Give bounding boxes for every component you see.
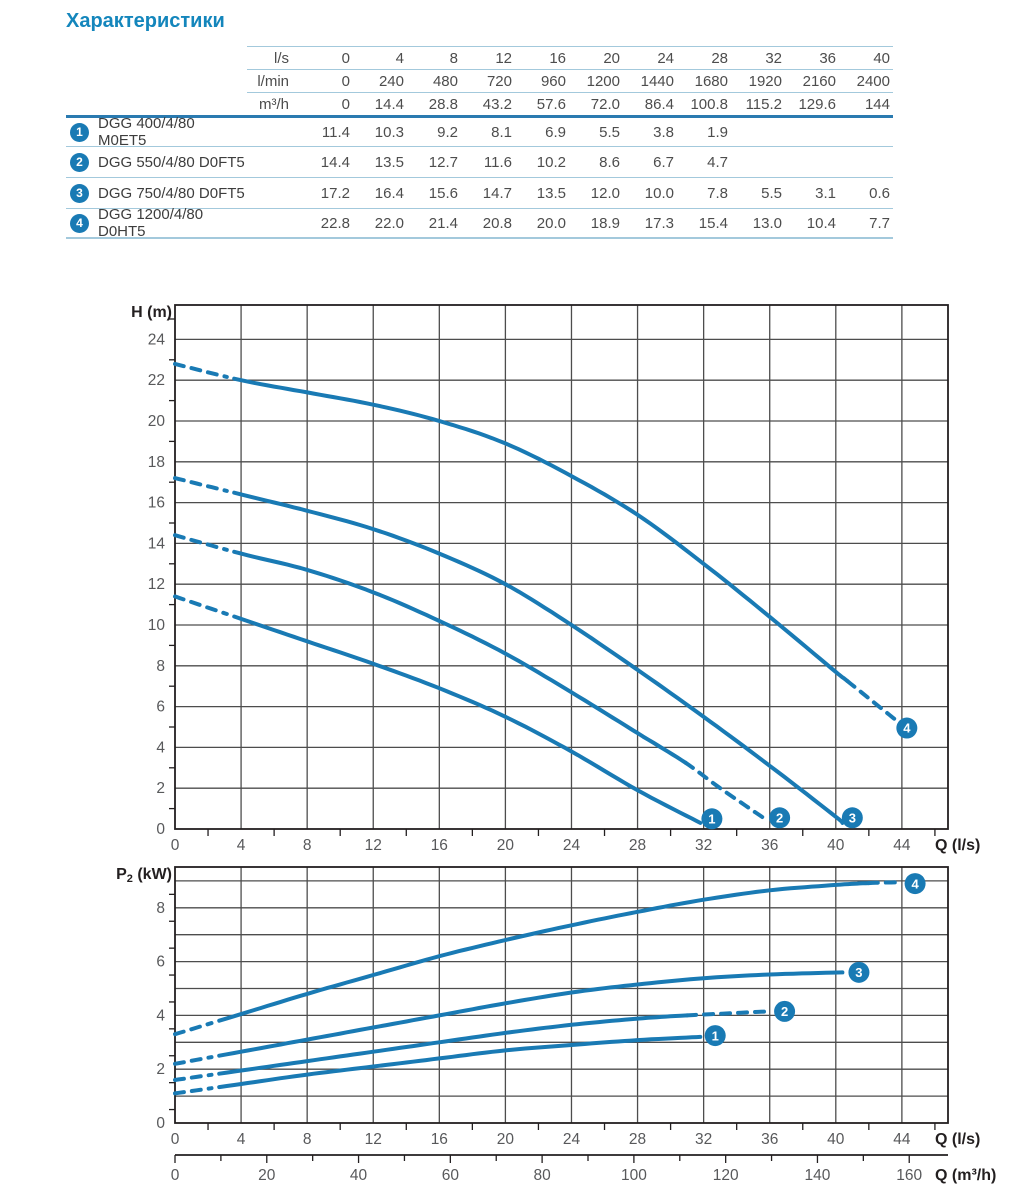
flow-value-cell: 480 <box>432 72 458 90</box>
svg-text:0: 0 <box>170 1167 180 1184</box>
model-label: DGG 1200/4/80 D0HT5 <box>98 206 204 240</box>
flow-value-cell: 1920 <box>748 72 782 90</box>
flow-value-cell: 240 <box>378 72 404 90</box>
svg-text:32: 32 <box>695 1131 713 1148</box>
model-cell <box>66 206 247 240</box>
head-value-cell: 13.0 <box>752 214 782 232</box>
model-label: DGG 400/4/80 M0ET5 <box>98 115 195 149</box>
x-tick-labels <box>171 1131 911 1148</box>
svg-text:4: 4 <box>236 1131 246 1148</box>
svg-text:14: 14 <box>147 535 165 553</box>
row-badge: 2 <box>70 153 89 172</box>
unit-row-cells <box>247 92 893 115</box>
head-value-cell: 11.6 <box>483 153 512 171</box>
svg-text:1: 1 <box>711 1028 719 1044</box>
svg-text:40: 40 <box>349 1167 368 1184</box>
flow-value-cell: 1680 <box>694 72 728 90</box>
model-cell <box>66 115 247 149</box>
svg-text:8: 8 <box>156 657 165 675</box>
unit-row <box>66 46 893 69</box>
head-value-cell: 3.8 <box>653 123 674 141</box>
unit-label: m³/h <box>259 95 289 113</box>
head-value-cell: 10.4 <box>806 214 836 232</box>
power-chart <box>0 858 1013 1199</box>
hq-chart <box>0 278 1013 858</box>
flow-value-cell: 115.2 <box>745 95 782 113</box>
flow-value-cell: 72.0 <box>590 95 620 113</box>
series-2 <box>175 535 766 820</box>
row-badge: 1 <box>70 123 89 142</box>
flow-value-cell: 2160 <box>802 72 836 90</box>
table-row <box>66 146 893 177</box>
curve-marker-2 <box>769 807 790 828</box>
head-value-cell: 4.7 <box>707 153 728 171</box>
svg-text:4: 4 <box>156 1007 165 1025</box>
head-value-cell: 17.2 <box>320 184 350 202</box>
svg-text:24: 24 <box>562 837 581 854</box>
model-cell <box>66 184 247 203</box>
svg-text:3: 3 <box>848 810 856 826</box>
head-value-cell: 11.4 <box>321 123 350 141</box>
head-value-cell: 14.4 <box>320 153 350 171</box>
svg-text:2: 2 <box>156 780 165 798</box>
head-value-cell: 10.0 <box>644 184 674 202</box>
flow-value-cell: 2400 <box>856 72 890 90</box>
flow-value-cell: 0 <box>341 95 350 113</box>
flow-value-cell: 43.2 <box>482 95 512 113</box>
head-value-cell: 8.6 <box>599 153 620 171</box>
unit-row-cells <box>247 46 893 69</box>
series-1 <box>175 1037 700 1094</box>
curve-marker-3 <box>842 807 863 828</box>
y-axis-title: H (m) <box>131 304 172 321</box>
svg-text:4: 4 <box>911 876 919 892</box>
head-value-cell: 20.8 <box>482 214 512 232</box>
svg-text:18: 18 <box>147 453 165 471</box>
svg-text:0: 0 <box>170 837 180 854</box>
svg-text:0: 0 <box>170 1131 180 1148</box>
flow-value-cell: 14.4 <box>374 95 404 113</box>
unit-row-spacer <box>66 92 247 115</box>
unit-row <box>66 92 893 115</box>
svg-text:20: 20 <box>496 837 515 854</box>
head-value-cell: 12.7 <box>428 153 458 171</box>
svg-text:8: 8 <box>302 837 312 854</box>
flow-value-cell: 0 <box>341 49 350 67</box>
unit-row-spacer <box>66 69 247 92</box>
table-row <box>66 177 893 208</box>
svg-text:24: 24 <box>562 1131 581 1148</box>
svg-text:40: 40 <box>827 1131 845 1148</box>
head-value-cell: 10.2 <box>536 153 566 171</box>
head-value-cell: 20.0 <box>536 214 566 232</box>
head-value-cell: 1.9 <box>707 123 728 141</box>
head-value-cell: 15.4 <box>698 214 728 232</box>
svg-text:1: 1 <box>708 811 716 827</box>
svg-text:160: 160 <box>896 1167 923 1184</box>
curve-marker-2 <box>774 1001 795 1022</box>
series-3 <box>175 478 843 826</box>
head-value-cell: 9.2 <box>437 123 458 141</box>
svg-text:20: 20 <box>258 1167 276 1184</box>
head-value-cell: 5.5 <box>761 184 782 202</box>
head-value-cell: 12.0 <box>590 184 620 202</box>
head-value-cell: 16.4 <box>374 184 404 202</box>
svg-text:16: 16 <box>147 494 165 512</box>
head-value-cell: 10.3 <box>374 123 404 141</box>
svg-text:28: 28 <box>628 837 647 854</box>
y-tick-labels <box>156 900 165 1132</box>
table-row <box>66 208 893 239</box>
curve-marker-3 <box>848 962 869 983</box>
head-value-cell: 13.5 <box>536 184 566 202</box>
unit-row <box>66 69 893 92</box>
head-value-cell: 15.6 <box>428 184 458 202</box>
svg-text:8: 8 <box>302 1131 312 1148</box>
flow-value-cell: 16 <box>549 49 566 67</box>
svg-text:80: 80 <box>533 1167 551 1184</box>
svg-text:4: 4 <box>236 837 246 854</box>
flow-value-cell: 1200 <box>586 72 620 90</box>
characteristics-table <box>66 46 893 239</box>
head-value-cell: 22.8 <box>320 214 350 232</box>
head-value-cell: 3.1 <box>815 184 836 202</box>
series-4 <box>175 364 897 721</box>
y-axis-title: P2 (kW) <box>116 866 172 885</box>
flow-value-cell: 129.6 <box>798 95 836 113</box>
svg-text:2: 2 <box>156 1061 165 1079</box>
svg-text:6: 6 <box>156 953 165 971</box>
unit-label: l/min <box>257 72 289 90</box>
row-badge: 4 <box>70 214 89 233</box>
curve-marker-4 <box>896 718 917 739</box>
svg-text:0: 0 <box>156 1115 165 1132</box>
svg-text:10: 10 <box>147 617 165 634</box>
svg-text:12: 12 <box>364 1131 382 1148</box>
flow-value-cell: 0 <box>341 72 350 90</box>
curve-marker-1 <box>701 808 722 829</box>
flow-value-cell: 960 <box>540 72 566 90</box>
flow-value-cell: 86.4 <box>644 95 674 113</box>
svg-text:4: 4 <box>903 720 911 736</box>
model-label: DGG 550/4/80 D0FT5 <box>98 153 245 171</box>
svg-text:16: 16 <box>430 837 448 854</box>
head-value-cell: 6.9 <box>545 123 566 141</box>
curve-marker-1 <box>705 1025 726 1046</box>
svg-text:22: 22 <box>147 372 165 390</box>
flow-value-cell: 4 <box>395 49 404 67</box>
flow-value-cell: 57.6 <box>536 95 566 113</box>
head-value-cell: 14.7 <box>482 184 512 202</box>
svg-text:2: 2 <box>780 1004 789 1020</box>
x2-axis-title: Q (m³/h) <box>935 1167 997 1184</box>
x-axis-title: Q (l/s) <box>935 1131 981 1148</box>
head-value-cell: 0.6 <box>869 184 890 202</box>
svg-text:3: 3 <box>855 965 863 981</box>
y-tick-labels <box>148 331 166 838</box>
series-1 <box>175 596 700 823</box>
flow-value-cell: 1440 <box>640 72 674 90</box>
head-value-cell: 22.0 <box>374 214 404 232</box>
flow-value-cell: 8 <box>449 49 458 67</box>
head-value-cell: 18.9 <box>590 214 620 232</box>
model-label: DGG 750/4/80 D0FT5 <box>98 184 245 202</box>
svg-text:20: 20 <box>496 1131 515 1148</box>
svg-text:44: 44 <box>893 837 911 854</box>
flow-value-cell: 36 <box>819 49 836 67</box>
svg-text:12: 12 <box>147 576 165 594</box>
flow-value-cell: 28 <box>711 49 728 67</box>
head-value-cell: 7.8 <box>707 184 728 202</box>
flow-value-cell: 40 <box>873 49 890 67</box>
svg-text:120: 120 <box>712 1167 739 1184</box>
svg-text:20: 20 <box>147 413 165 430</box>
head-value-cell: 17.3 <box>644 214 674 232</box>
svg-text:12: 12 <box>364 837 382 854</box>
row-badge: 3 <box>70 184 89 203</box>
unit-label: l/s <box>274 49 289 67</box>
minor-ticks <box>169 319 935 836</box>
svg-text:40: 40 <box>827 837 845 854</box>
svg-text:100: 100 <box>620 1167 647 1184</box>
svg-text:28: 28 <box>628 1131 647 1148</box>
flow-value-cell: 20 <box>603 49 620 67</box>
page-title: Характеристики <box>66 10 225 32</box>
svg-text:2: 2 <box>776 810 784 826</box>
flow-value-cell: 12 <box>495 49 512 67</box>
svg-text:44: 44 <box>893 1131 911 1148</box>
flow-value-cell: 100.8 <box>690 95 728 113</box>
table-row <box>66 115 893 149</box>
svg-text:0: 0 <box>156 821 165 838</box>
head-value-cell: 6.7 <box>653 153 674 171</box>
svg-text:32: 32 <box>695 837 713 854</box>
flow-value-cell: 32 <box>765 49 782 67</box>
curve-marker-4 <box>905 873 926 894</box>
x2-axis <box>171 1155 997 1184</box>
svg-text:60: 60 <box>441 1167 459 1184</box>
svg-text:140: 140 <box>804 1167 831 1184</box>
flow-value-cell: 720 <box>486 72 512 90</box>
svg-text:16: 16 <box>430 1131 448 1148</box>
flow-value-cell: 144 <box>864 95 890 113</box>
model-cell <box>66 153 247 172</box>
head-value-cell: 5.5 <box>599 123 620 141</box>
x-axis-title: Q (l/s) <box>935 837 981 854</box>
head-value-cell: 21.4 <box>428 214 458 232</box>
head-value-cell: 13.5 <box>374 153 404 171</box>
svg-text:6: 6 <box>156 698 165 716</box>
head-value-cell: 8.1 <box>491 123 512 141</box>
flow-value-cell: 28.8 <box>428 95 458 113</box>
svg-text:4: 4 <box>156 739 165 757</box>
svg-text:36: 36 <box>761 1131 779 1148</box>
head-value-cell: 7.7 <box>869 214 890 232</box>
x-tick-labels <box>171 837 911 854</box>
svg-text:8: 8 <box>156 899 165 917</box>
flow-value-cell: 24 <box>657 49 674 67</box>
svg-text:36: 36 <box>761 837 779 854</box>
svg-text:24: 24 <box>147 331 165 349</box>
unit-row-cells <box>247 69 893 92</box>
unit-row-spacer <box>66 46 247 69</box>
